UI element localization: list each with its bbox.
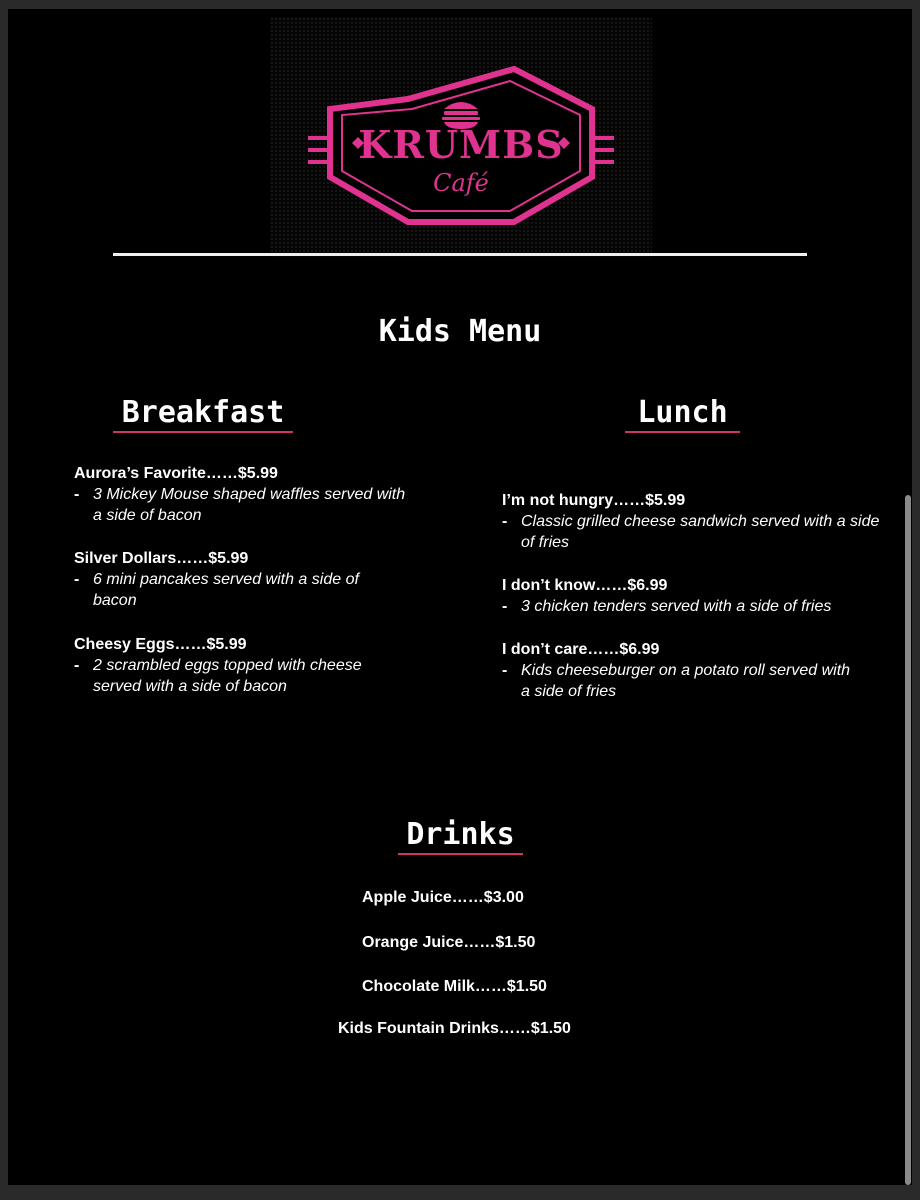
vertical-scrollbar[interactable] [905,495,911,1185]
item-name: Silver Dollars……$5.99 [74,550,249,567]
breakfast-heading: Breakfast [113,395,293,433]
bullet-dash: - [74,486,80,503]
breakfast-item [74,463,414,526]
breakfast-item [74,548,404,611]
drink-item: Chocolate Milk……$1.50 [362,978,547,995]
item-name: I don’t care……$6.99 [502,641,660,658]
lunch-heading: Lunch [625,395,740,433]
drink-item: Apple Juice……$3.00 [362,889,524,906]
item-name: I don’t know……$6.99 [502,577,668,594]
drinks-heading: Drinks [398,817,523,855]
item-description: 2 scrambled eggs topped with cheese served with a side of bacon [93,657,362,695]
menu-page [8,9,912,1185]
logo [270,17,652,257]
bullet-dash: - [502,598,508,615]
item-description: 3 Mickey Mouse shaped waffles served with a side of bacon [93,486,406,524]
bullet-dash: - [74,571,80,588]
item-description: Classic grilled cheese sandwich served with a side of fries [521,513,880,551]
item-description: 6 mini pancakes served with a side of bacon [93,571,359,609]
item-description: Kids cheeseburger on a potato roll served with a side of fries [521,662,851,700]
menu-title: Kids Menu [378,314,542,349]
item-name: Aurora’s Favorite……$5.99 [74,465,278,482]
bullet-dash: - [74,657,80,674]
brand-name: KRUMBS [358,122,564,167]
divider-rule [113,253,807,256]
item-name: I’m not hungry……$5.99 [502,492,686,509]
breakfast-item [74,634,414,697]
lunch-item [502,575,882,617]
lunch-item [502,490,882,553]
drink-item: Kids Fountain Drinks……$1.50 [338,1020,571,1037]
lunch-item [502,639,862,702]
drink-item: Orange Juice……$1.50 [362,934,536,951]
brand-subtitle: Café [433,169,489,197]
bullet-dash: - [502,513,508,530]
item-description: 3 chicken tenders served with a side of fries [521,598,832,615]
item-name: Cheesy Eggs……$5.99 [74,636,247,653]
bullet-dash: - [502,662,508,679]
